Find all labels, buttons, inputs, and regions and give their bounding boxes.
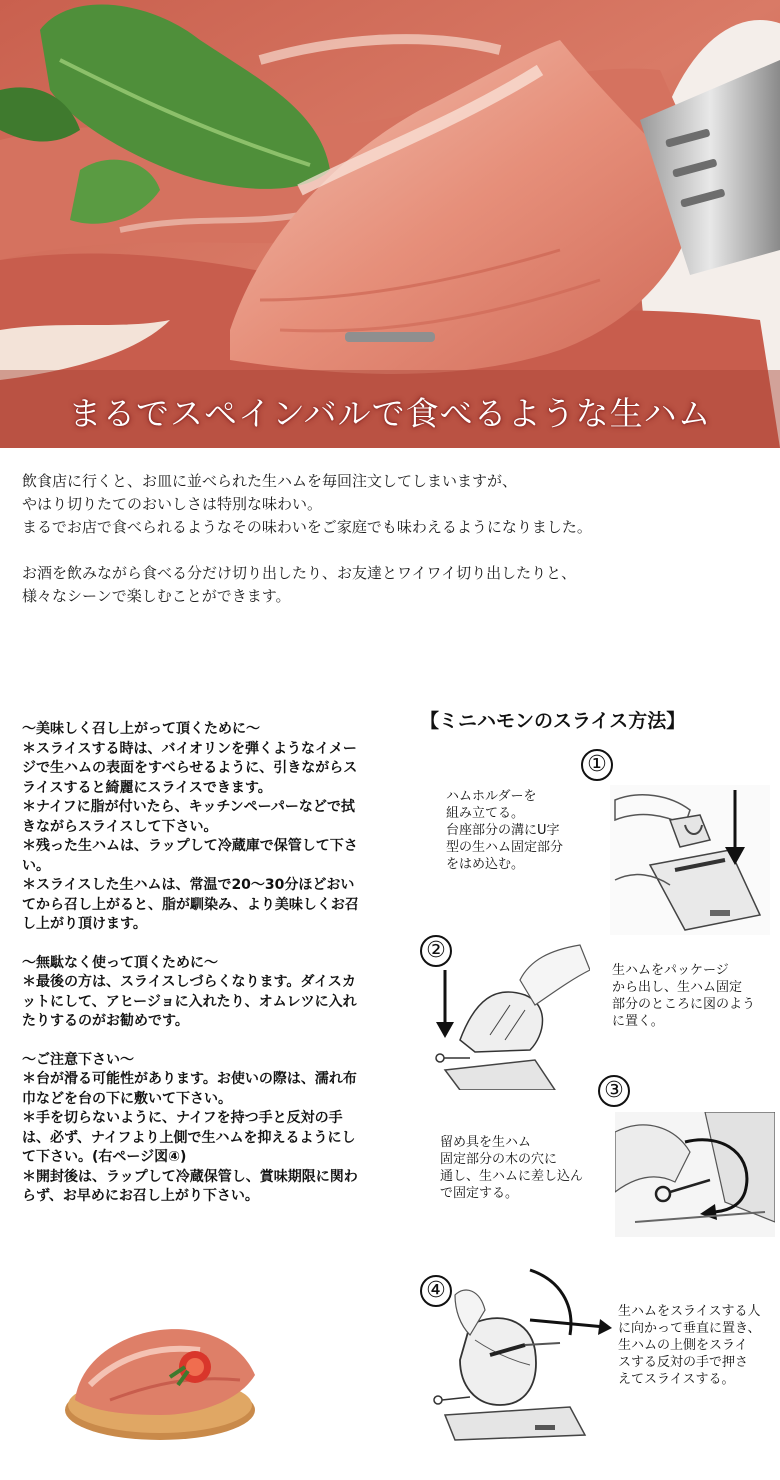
step-line: 生ハムをスライスする人 [618,1304,761,1319]
step-4-illustration [430,1265,615,1445]
usage-notes [22,720,367,1207]
step-number: ④ [420,1275,452,1307]
step-line: から出し、生ハム固定 [612,980,743,995]
step-2-illustration [430,940,590,1090]
step-1-text [446,788,563,873]
step-line: 固定部分の木の穴に [440,1152,558,1167]
step-line: 台座部分の溝にU字 [446,823,560,838]
step-number: ③ [598,1075,630,1107]
step-line: 留め具を生ハム [440,1135,532,1150]
step-line: 生ハムの上側をスライ [618,1338,748,1353]
step-3-text [440,1134,583,1202]
hero-image [0,0,780,448]
step-line: をはめ込む。 [446,857,525,872]
step-line: で固定する。 [440,1186,519,1201]
intro-line: 様々なシーンで楽しむことができます。 [22,587,291,605]
step-4-text [618,1303,760,1388]
note-item: ＊手を切らないように、ナイフを持つ手と反対の手は、必ず、ナイフより上側で生ハムを抑えるようにして下さい。(右ページ図④) [22,1110,356,1165]
step-line: ハムホルダーを [446,789,537,804]
intro-line: まるでお店で食べられるようなその味わいをご家庭でも味わえるようになりました。 [22,518,592,536]
step-3-illustration [615,1112,775,1237]
note-item: ＊残った生ハムは、ラップして冷蔵庫で保管して下さい。 [22,838,358,874]
bruschetta-image [60,1305,270,1445]
note-item: ＊スライスした生ハムは、常温で20～30分ほどおいてから召し上がると、脂が馴染み、より美味しくお召し上がり頂けます。 [22,877,359,932]
step-line: に置く。 [612,1014,664,1029]
step-line: 型の生ハム固定部分 [446,840,564,855]
step-1-illustration [610,785,770,935]
intro-line: 飲食店に行くと、お皿に並べられた生ハムを毎回注文してしまいますが、 [22,472,518,490]
step-2-text [612,962,755,1030]
step-line: に向かって垂直に置き、 [618,1321,761,1336]
jamon-plate-photo [0,0,780,448]
step-line: スする反対の手で押さ [618,1355,749,1370]
note-item: ＊スライスする時は、バイオリンを弾くようなイメージで生ハムの表面をすべらせるように、引きながらスライスすると綺麗にスライスできます。 [22,740,358,796]
note-item: ＊ナイフに脂が付いたら、キッチンペーパーなどで拭きながらスライスして下さい。 [22,799,355,835]
hero-title: まるでスペインバルで食べるような生ハム [68,394,712,433]
section-heading: ～ご注意下さい～ [22,1051,134,1068]
intro-line: お酒を飲みながら食べる分だけ切り出したり、お友達とワイワイ切り出したりと、 [22,564,577,582]
bruschetta-photo [60,1305,270,1445]
step-line: えてスライスする。 [618,1372,735,1387]
intro-line: やはり切りたてのおいしさは特別な味わい。 [22,495,323,513]
intro-text [22,470,762,608]
section-heading: ～美味しく召し上がって頂くために～ [22,721,260,737]
step-line: 生ハムをパッケージ [612,963,729,978]
slicing-title: 【ミニハモンのスライス方法】 [420,710,686,732]
note-item: ＊開封後は、ラップして冷蔵保管し、賞味期限に関わらず、お早めにお召し上がり下さい。 [22,1168,358,1204]
step-line: 部分のところに図のよう [612,997,756,1012]
step-line: 組み立てる。 [446,806,525,821]
step-line: 通し、生ハムに差し込ん [440,1169,584,1184]
step-number: ② [420,935,452,967]
note-item: ＊最後の方は、スライスしづらくなります。ダイスカットにして、アヒージョに入れたり、オムレツに入れたりするのがお勧めです。 [22,974,357,1029]
note-item: ＊台が滑る可能性があります。お使いの際は、濡れ布巾などを台の下に敷いて下さい。 [22,1071,357,1107]
section-heading: ～無駄なく使って頂くために～ [22,954,218,971]
step-number: ① [581,749,613,781]
